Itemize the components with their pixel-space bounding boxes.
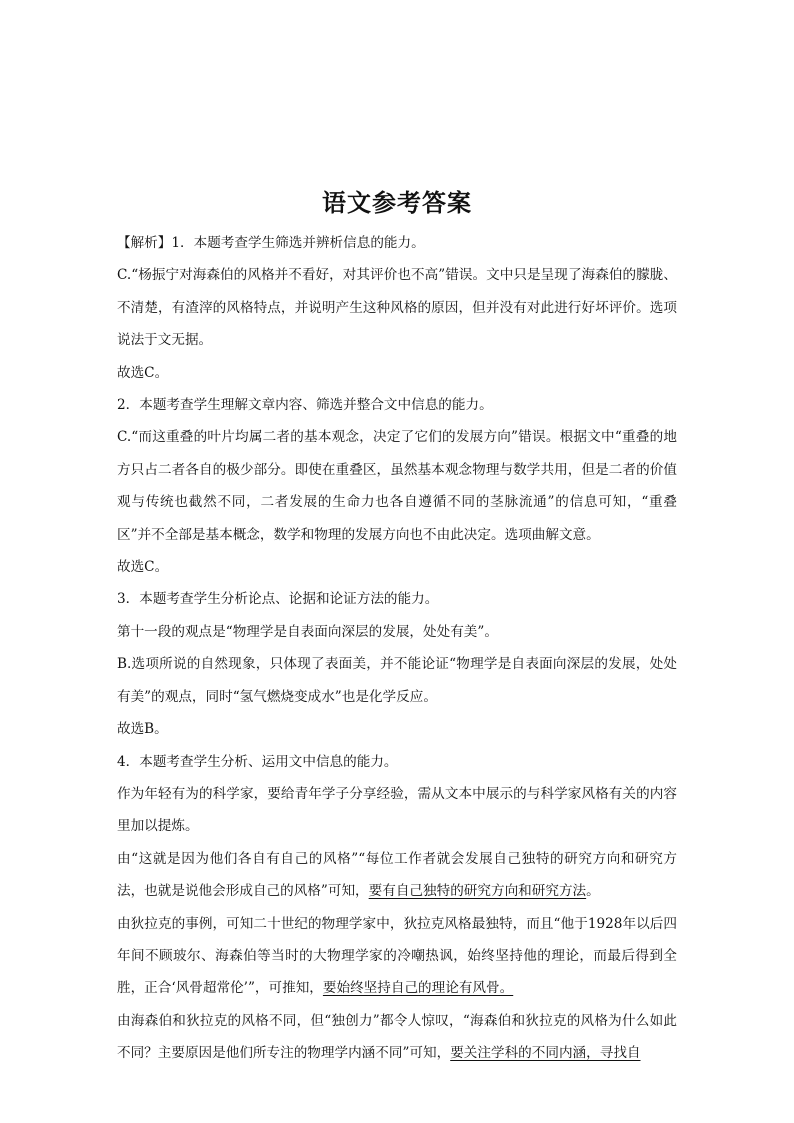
underlined-answer: 要关注学科的不同内涵，寻找自 <box>450 1045 641 1062</box>
paragraph: 故选C。 <box>117 364 169 381</box>
paragraph: 2．本题考查学生理解文章内容、筛选并整合文中信息的能力。 <box>117 397 493 414</box>
paragraph-with-underline <box>117 843 677 908</box>
paragraph: 第十一段的观点是“物理学是自表面向深层的发展，处处有美”。 <box>117 623 498 640</box>
paragraph: B.选项所说的自然现象，只体现了表面美，并不能论证“物理学是自表面向深层的发展，处处有美”的观点，同时“氢气燃烧变成水”也是化学反应。 <box>117 656 677 705</box>
paragraph: 3．本题考查学生分析论点、论据和论证方法的能力。 <box>117 591 439 608</box>
paragraph: 故选B。 <box>117 721 168 738</box>
paragraph-text: 由海森伯和狄拉克的风格不同，但“独创力”都令人惊叹，“海森伯和狄拉克的风格为什么如此不同？主要原因是他们所专注的物理学内涵不同”可知， <box>117 1012 677 1062</box>
paragraph: 4．本题考查学生分析、运用文中信息的能力。 <box>117 753 398 770</box>
paragraph-end: 。 <box>586 883 600 900</box>
paragraph: C.“而这重叠的叶片均属二者的基本观念，决定了它们的发展方向”错误。根据文中“重叠的地方只占二者各自的极少部分。即使在重叠区，虽然基本观念物理与数学共用，但是二者的价值观与传统也截然不同，二者发展的生命力也各自遵循不同的茎脉流通”的信息可知，“重叠区”并不全部是基本概念，数学和物理的发展方向也不由此决定。选项曲解文意。 <box>117 429 677 543</box>
paragraph-with-underline <box>117 908 677 1005</box>
paragraph-with-underline <box>117 1005 677 1070</box>
paragraph-text: 由“这就是因为他们各自有自己的风格”“每位工作者就会发展自己独特的研究方向和研究方法，也就是说他会形成自己的风格”可知， <box>117 850 677 900</box>
paragraph: 故选C。 <box>117 559 169 576</box>
underlined-answer: 要有自己独特的研究方向和研究方法 <box>368 883 587 900</box>
paragraph-text: 由狄拉克的事例，可知二十世纪的物理学家中，狄拉克风格最独特，而且“他于1928年以后四年间不顾玻尔、海森伯等当时的大物理学家的冷嘲热讽，始终坚持他的理论，而最后得到全胜，正合‘风骨超常伦’”，可推知， <box>117 915 677 997</box>
underlined-answer: 要始终坚持自己的理论有风骨。 <box>322 980 514 997</box>
paragraph: C.“杨振宁对海森伯的风格并不看好，对其评价也不高”错误。文中只是呈现了海森伯的朦胧、不清楚，有渣滓的风格特点，并说明产生这种风格的原因，但并没有对此进行好坏评价。选项说法于文无据。 <box>117 267 677 349</box>
answer-body <box>117 227 677 1070</box>
page-title: 语文参考答案 <box>322 189 472 217</box>
paragraph: 作为年轻有为的科学家，要给青年学子分享经验，需从文本中展示的与科学家风格有关的内容里加以提炼。 <box>117 785 677 835</box>
paragraph: 【解析】1．本题考查学生筛选并辨析信息的能力。 <box>117 235 425 251</box>
